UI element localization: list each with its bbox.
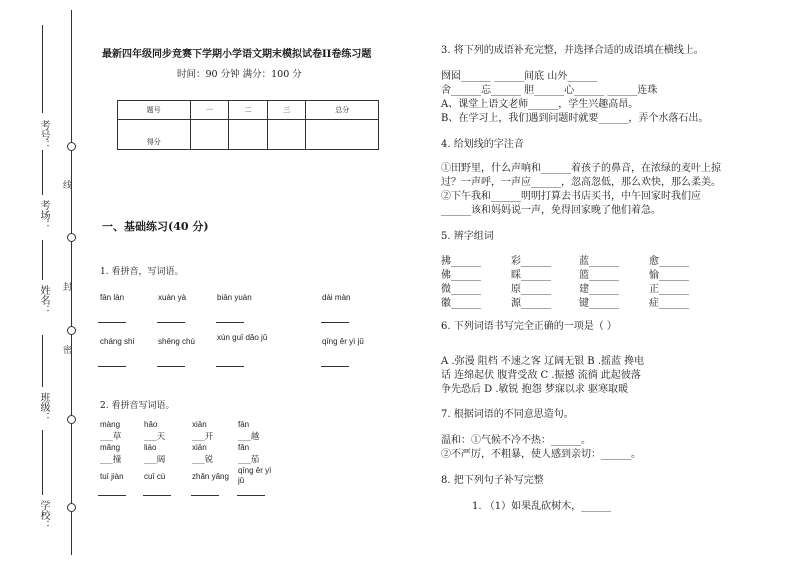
q5-cell: 源______ (511, 298, 551, 309)
fill-line-xuexiao (42, 430, 43, 495)
q5-cell: 键______ (579, 298, 619, 309)
q2-title: 2. 看拼音写词语。 (100, 401, 175, 411)
q6-line: A .弥漫 阻档 不速之客 辽阔无银 B .摇蓝 搀电 (441, 356, 645, 367)
q3-line: 囫囵______ ______间底 山外______ (441, 71, 598, 82)
q2-pinyin: mǎng (100, 443, 121, 452)
q5-cell: 彩______ (511, 256, 551, 267)
q5-cell: 愈______ (649, 256, 689, 267)
q8-line: 1. （1）如果乱砍树木，______ (472, 501, 612, 512)
q2-word: ___草 (100, 432, 122, 442)
q1-pinyin: biān yuàn (217, 293, 252, 302)
score-row-label: 得分 (118, 120, 191, 150)
score-cell[interactable] (190, 120, 229, 150)
score-header-3: 三 (267, 101, 306, 120)
binding-hole (67, 233, 76, 242)
q7-title: 7. 根据词语的不同意思造句。 (441, 409, 574, 420)
q1-pinyin: xún guī dǎo jǔ (217, 333, 268, 342)
q2-pinyin: zhǎn yǎng (192, 472, 229, 481)
q1-pinyin: shēng chù (158, 337, 195, 346)
q2-pinyin: màng (100, 420, 121, 429)
binding-hole (67, 415, 76, 424)
score-header-2: 二 (229, 101, 268, 120)
q2-pinyin: hǎo (144, 420, 158, 429)
answer-blank[interactable] (321, 366, 349, 367)
q8-title: 8. 把下列句子补写完整 (441, 475, 544, 486)
label-kaochang: 考场： (38, 200, 49, 230)
q1-pinyin: cháng shì (100, 337, 135, 346)
score-header-1: 一 (190, 101, 229, 120)
q4-line: 过？一声呼，一声应______，忽高忽低，那么欢快，那么柔美。 (441, 177, 721, 188)
q2-word: ___茄 (238, 455, 260, 465)
q5-cell: 愉______ (649, 270, 689, 281)
label-xuexiao: 学校： (38, 500, 49, 530)
score-header-tihao: 题号 (118, 101, 191, 120)
answer-blank[interactable] (157, 322, 185, 323)
label-xingming: 姓名： (38, 285, 49, 315)
answer-blank[interactable] (98, 495, 126, 496)
q2-pinyin: tuī jiàn (100, 472, 124, 481)
binding-hole (67, 142, 76, 151)
binding-word-mi: 密 (61, 345, 71, 354)
q1-pinyin: xuàn yà (158, 293, 187, 302)
q4-line: ②下午我和______明明打算去书店买书，中午回家时我们应 (441, 191, 701, 202)
fill-line-kaochang (42, 150, 43, 195)
q5-cell: 佛______ (441, 270, 481, 281)
label-banji: 班级： (38, 392, 49, 422)
q5-cell: 建______ (579, 284, 619, 295)
q5-title: 5. 辨字组词 (441, 231, 494, 242)
fill-line-banji (42, 335, 43, 387)
q3-line: 舍______忘______ 胆______心______ ______连珠 (441, 85, 658, 96)
answer-blank[interactable] (98, 322, 126, 323)
q3-line: A、课堂上语文老师______，学生兴趣高昂。 (441, 99, 639, 110)
exam-subtitle: 时间：90 分钟 满分：100 分 (177, 69, 302, 80)
q6-title: 6. 下列词语书写完全正确的一项是（ ） (441, 321, 617, 332)
q1-pinyin: qīng ěr yì jǔ (322, 337, 364, 346)
answer-blank[interactable] (98, 366, 126, 367)
answer-blank[interactable] (157, 366, 185, 367)
q2-pinyin: cuī cù (144, 472, 166, 481)
label-kaohao: 考号： (38, 120, 49, 150)
binding-hole (67, 326, 76, 335)
q2-word: ___锐 (192, 455, 214, 465)
q1-pinyin: dài màn (322, 293, 351, 302)
q3-line: B、在学习上，我们遇到问题时就要______，弄个水落石出。 (441, 113, 709, 124)
q2-pinyin: fǎn (238, 443, 250, 452)
q4-line: ______该和妈妈说一声，免得回家晚了他们着急。 (441, 205, 661, 216)
q7-line: ②不严厉，不粗暴，使人感到亲切：______。 (441, 449, 641, 460)
q2-word: ___开 (192, 432, 214, 442)
q2-pinyin: xiān (192, 420, 207, 429)
fill-line-xingming (42, 240, 43, 280)
q5-cell: 徽______ (441, 298, 481, 309)
exam-title: 最新四年级同步竞赛下学期小学语文期末模拟试卷II卷练习题 (102, 49, 372, 60)
q5-cell: 微______ (441, 284, 481, 295)
answer-blank[interactable] (237, 495, 265, 496)
q2-pinyin: qīng ěr yì jǔ (238, 466, 272, 485)
binding-hole (67, 503, 76, 512)
section-title: 一、基础练习(40 分) (102, 220, 209, 233)
q5-cell: 蓝______ (579, 256, 619, 267)
q1-title: 1. 看拼音，写词语。 (100, 267, 184, 277)
answer-blank[interactable] (143, 495, 171, 496)
q2-pinyin: xiān (192, 443, 207, 452)
score-header-total: 总分 (306, 101, 379, 120)
q2-word: ___越 (238, 432, 260, 442)
q4-title: 4. 给划线的字注音 (441, 139, 524, 150)
q3-title: 3. 将下列的成语补充完整，并选择合适的成语填在横线上。 (441, 45, 704, 56)
q5-cell: 睬______ (511, 270, 551, 281)
q1-pinyin: fān làn (100, 293, 125, 302)
q2-pinyin: fān (238, 420, 250, 429)
q5-cell: 原______ (511, 284, 551, 295)
answer-blank[interactable] (216, 366, 244, 367)
q5-cell: 症______ (649, 298, 689, 309)
q5-cell: 拂______ (441, 256, 481, 267)
q5-cell: 篮______ (579, 270, 619, 281)
fill-line-kaohao (42, 25, 43, 113)
answer-blank[interactable] (216, 322, 244, 323)
answer-blank[interactable] (321, 322, 349, 323)
binding-word-xian: 线 (61, 180, 71, 189)
score-table (117, 100, 379, 150)
answer-blank[interactable] (191, 495, 219, 496)
q2-word: ___撞 (100, 455, 122, 465)
q2-pinyin: liáo (144, 443, 157, 452)
q6-line: 争先恐后 D .敏锐 抱怨 梦寐以求 驱寒取暖 (441, 384, 629, 395)
score-cell[interactable] (306, 120, 379, 150)
q2-word: ___阔 (144, 455, 166, 465)
q4-line: ①田野里，什么声响和______着孩子的鼻音，在浓绿的麦叶上掠 (441, 163, 721, 174)
binding-word-feng: 封 (61, 282, 71, 291)
q6-line: 话 连绵起伏 腹背受敌 C .振撼 流徜 此起彼落 (441, 370, 641, 381)
q5-cell: 正______ (649, 284, 689, 295)
q7-line: 温和：①气候不冷不热：______。 (441, 435, 591, 446)
score-cell[interactable] (267, 120, 306, 150)
score-cell[interactable] (229, 120, 268, 150)
q2-word: ___天 (144, 432, 166, 442)
